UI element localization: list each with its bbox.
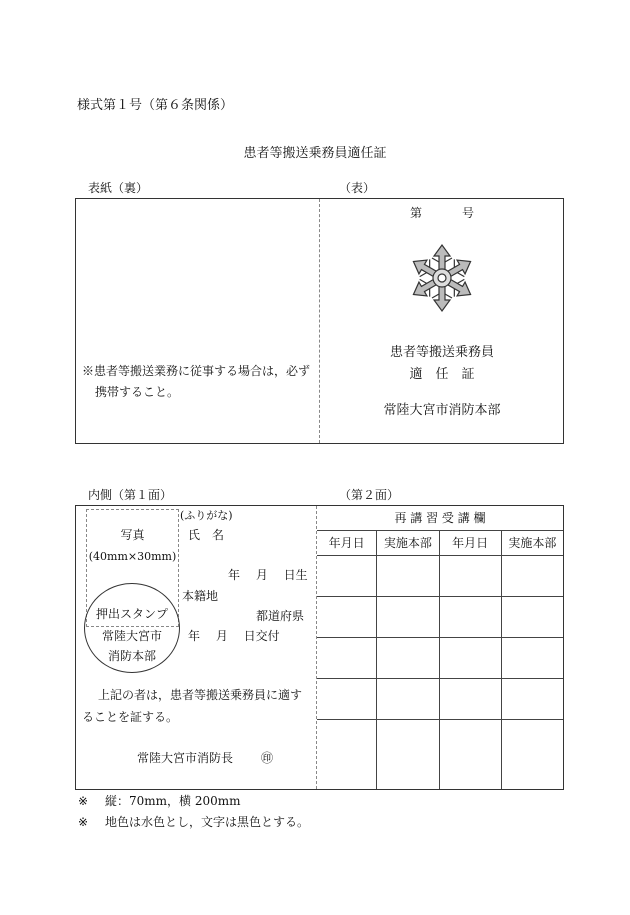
- inside-page1-label: 内側（第１面）: [88, 488, 173, 502]
- card-issuer: 常陸大宮市消防本部: [383, 403, 501, 418]
- cover-front-label: （表）: [339, 181, 376, 195]
- cover-note-line2: 携帯すること。: [95, 385, 180, 399]
- certify-line2: ることを証する。: [82, 710, 179, 724]
- cover-number-dai: 第: [410, 206, 423, 220]
- fire-emblem-icon: [407, 243, 477, 313]
- page-title: 患者等搬送乗務員適任証: [243, 146, 387, 161]
- seal-mark: ㊞: [261, 751, 274, 765]
- card-title-line2: 適 任 証: [409, 367, 475, 382]
- footnote-mark-2: ※: [78, 815, 89, 829]
- photo-size: (40mm×30mm): [88, 550, 177, 563]
- retraining-header: 再 講 習 受 講 欄: [317, 506, 563, 530]
- footnote-size: 縦：70mm，横 200mm: [105, 794, 241, 808]
- furigana-label: (ふりがな): [180, 509, 233, 522]
- stamp-line1: 押出スタンプ: [95, 607, 168, 621]
- issued-label: 年 月 日交付: [188, 629, 280, 643]
- prefecture-label: 都道府県: [256, 609, 305, 623]
- footnote-mark-1: ※: [78, 794, 89, 808]
- certify-line1: 上記の者は，患者等搬送乗務員に適す: [98, 688, 303, 702]
- col-date-1: 年月日: [317, 530, 377, 555]
- form-number: 様式第１号（第６条関係）: [77, 98, 234, 113]
- table-row: [317, 596, 563, 637]
- table-row: [317, 678, 563, 719]
- cover-number-go: 号: [462, 206, 475, 220]
- stamp-line3: 消防本部: [107, 649, 156, 663]
- table-row: [317, 555, 563, 596]
- name-label: 氏 名: [188, 528, 225, 542]
- inside-page2-label: （第２面）: [339, 488, 400, 502]
- photo-title: 写真: [120, 528, 145, 542]
- card-title-line1: 患者等搬送乗務員: [389, 345, 494, 360]
- cover-note-line1: ※患者等搬送業務に従事する場合は，必ず: [82, 364, 311, 378]
- retraining-table: [317, 506, 563, 789]
- table-row: [317, 719, 563, 789]
- col-hq-1: 実施本部: [377, 530, 439, 555]
- cover-back-label: 表紙（裏）: [88, 181, 149, 195]
- domicile-label: 本籍地: [182, 589, 219, 603]
- col-date-2: 年月日: [439, 530, 501, 555]
- stamp-line2: 常陸大宮市: [101, 629, 162, 643]
- table-row: [317, 637, 563, 678]
- chief-label: 常陸大宮市消防長: [137, 751, 234, 765]
- birthdate-label: 年 月 日生: [228, 568, 308, 582]
- footnote-color: 地色は水色とし，文字は黒色とする。: [105, 815, 310, 829]
- col-hq-2: 実施本部: [501, 530, 563, 555]
